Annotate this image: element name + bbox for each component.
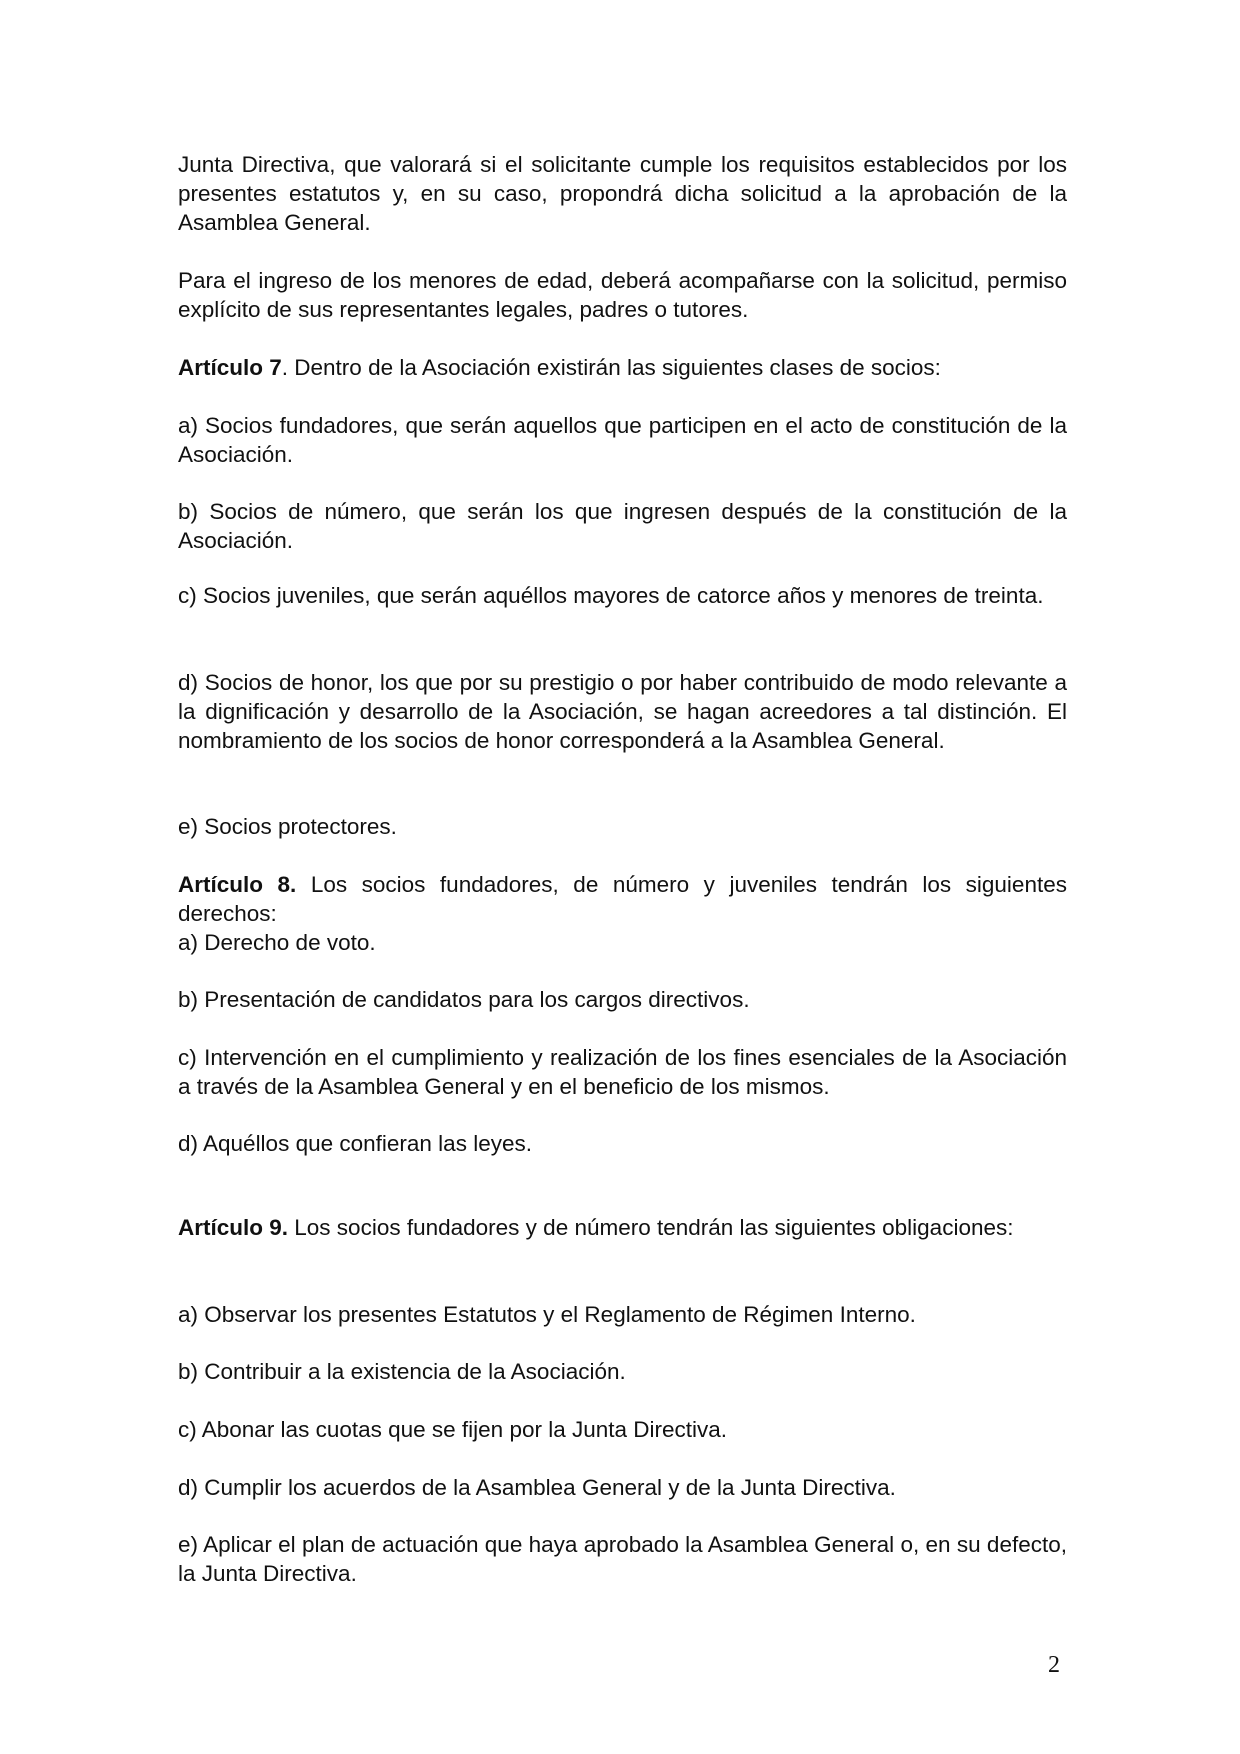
article-9-item-c: c) Abonar las cuotas que se fijen por la Junta Directiva.	[178, 1417, 728, 1442]
article-7-item-d: d) Socios de honor, los que por su prestigio o por haber contribuido de modo relevante a la dignificación y desarrollo de la Asociación, se hagan acreedores a tal distinción. El nombramiento de los socios de honor corresponderá a la Asamblea General.	[178, 670, 1067, 753]
article-8-item-a: a) Derecho de voto.	[178, 930, 376, 955]
article-8-text: Los socios fundadores, de número y juveniles tendrán los siguientes derechos:	[178, 872, 1067, 926]
article-9-heading: Artículo 9.	[178, 1215, 289, 1240]
article-7-item-e: e) Socios protectores.	[178, 814, 397, 839]
paragraph-junta-directiva: Junta Directiva, que valorará si el solicitante cumple los requisitos establecidos por los presentes estatutos y, en su caso, propondrá dicha solicitud a la aprobación de la Asamblea General.	[178, 152, 1067, 235]
paragraph-menores: Para el ingreso de los menores de edad, deberá acompañarse con la solicitud, permiso explícito de sus representantes legales, padres o tutores.	[178, 268, 1067, 322]
article-9-item-d: d) Cumplir los acuerdos de la Asamblea General y de la Junta Directiva.	[178, 1475, 896, 1500]
article-8-item-d: d) Aquéllos que confieran las leyes.	[178, 1131, 532, 1156]
article-7-item-b: b) Socios de número, que serán los que ingresen después de la constitución de la Asociación.	[178, 499, 1067, 553]
article-9-text: Los socios fundadores y de número tendrán las siguientes obligaciones:	[288, 1215, 1014, 1240]
article-7-text: . Dentro de la Asociación existirán las siguientes clases de socios:	[281, 355, 941, 380]
page-number: 2	[1048, 1652, 1060, 1678]
article-7-item-c: c) Socios juveniles, que serán aquéllos mayores de catorce años y menores de treinta.	[178, 583, 1044, 608]
article-7	[178, 353, 1067, 382]
article-9	[178, 1213, 1067, 1242]
article-9-item-a: a) Observar los presentes Estatutos y el Reglamento de Régimen Interno.	[178, 1302, 916, 1327]
article-7-heading: Artículo 7	[178, 355, 282, 380]
article-8-item-b: b) Presentación de candidatos para los cargos directivos.	[178, 987, 750, 1012]
article-7-item-a: a) Socios fundadores, que serán aquellos que participen en el acto de constitución de la Asociación.	[178, 413, 1067, 467]
article-8-heading: Artículo 8.	[178, 872, 297, 897]
article-9-item-e: e) Aplicar el plan de actuación que haya aprobado la Asamblea General o, en su defecto, la Junta Directiva.	[178, 1532, 1067, 1586]
article-9-item-b: b) Contribuir a la existencia de la Asociación.	[178, 1359, 626, 1384]
article-8	[178, 870, 1067, 928]
article-8-item-c: c) Intervención en el cumplimiento y realización de los fines esenciales de la Asociación a través de la Asamblea General y en el beneficio de los mismos.	[178, 1045, 1067, 1099]
